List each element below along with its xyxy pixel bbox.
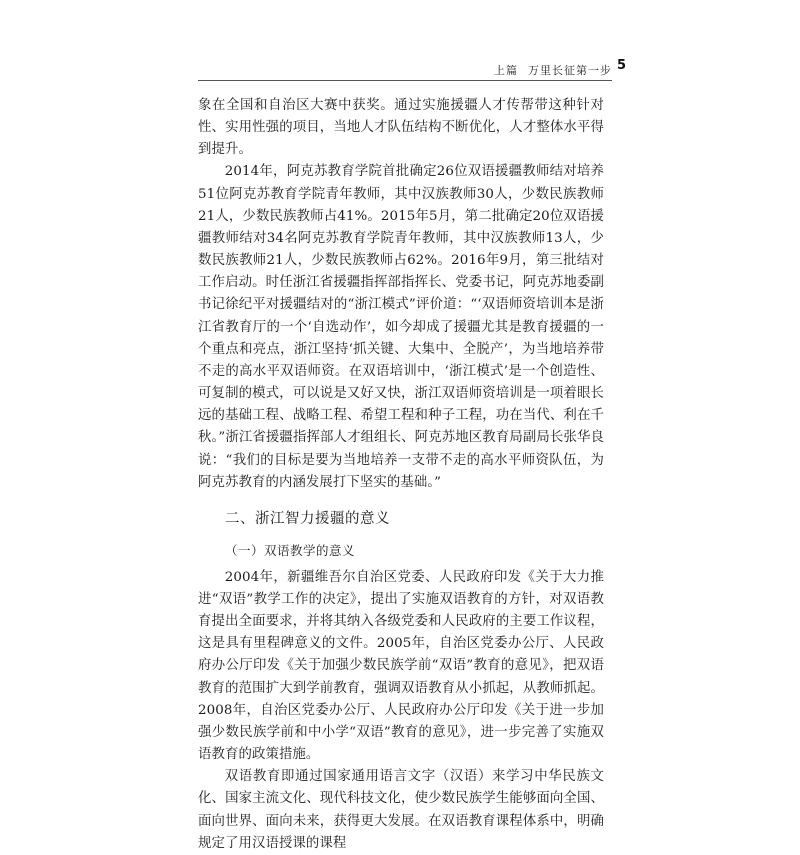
paragraph-2014-pairing: 2014年，阿克苏教育学院首批确定26位双语援疆教师结对培养51位阿克苏教育学院青年教师，其中汉族教师30人，少数民族教师21人，少数民族教师占41%。2015年5月，第二批确定20位双语援疆教师结对34名阿克苏教育学院青年教师，其中汉族教师13人，少数民族教师21人，少数民族教师占62%。2016年9月，第三批结对工作启动。时任浙江省援疆指挥部指挥长、党委书记，阿克苏地委副书记徐纪平对援疆结对的“浙江模式”评价道：“‘双语师资培训本是浙江省教育厅的一个‘自选动作’，如今却成了援疆尤其是教育援疆的一个重点和亮点，浙江坚持‘抓关键、大集中、全脱产’，为当地培养带不走的高水平双语师资。在双语培训中，‘浙江模式’是一个创造性、可复制的模式，可以说是又好又快，浙江双语师资培训是一项着眼长远的基础工程、战略工程、希望工程和种子工程，功在当代、利在千秋。”浙江省援疆指挥部人才组组长、阿克苏地区教育局副局长张华良说：“我们的目标是要为当地培养一支带不走的高水平师资队伍，为阿克苏教育的内涵发展打下坚实的基础。” [198, 164, 604, 490]
paragraph-2004-policy: 2004年，新疆维吾尔自治区党委、人民政府印发《关于大力推进“双语”教学工作的决定》，提出了实施双语教育的方针，对双语教育提出全面要求，并将其纳入各级党委和人民政府的主要工作议程，这是具有里程碑意义的文件。2005年，自治区党委办公厅、人民政府办公厅印发《关于加强少数民族学前“双语”教育的意见》，把双语教育的范围扩大到学前教育，强调双语教育从小抓起，从教师抓起。2008年，自治区党委办公厅、人民政府办公厅印发《关于进一步加强少数民族学前和中小学“双语”教育的意见》，进一步完善了实施双语教育的政策措施。 [198, 569, 604, 763]
paragraph-continuation: 象在全国和自治区大赛中获奖。通过实施援疆人才传帮带这种针对性、实用性强的项目，当地人才队伍结构不断优化，人才整体水平得到提升。 [198, 98, 604, 158]
paragraph-bilingual-definition: 双语教育即通过国家通用语言文字（汉语）来学习中华民族文化、国家主流文化、现代科技文化，使少数民族学生能够面向全国、面向世界、面向未来，获得更大发展。在双语教育课程体系中，明确规定了用汉语授课的课程 [198, 769, 604, 851]
header-rule [198, 80, 612, 81]
section-heading: 二、浙江智力援疆的意义 [225, 510, 390, 527]
subsection-heading: （一）双语教学的意义 [225, 542, 356, 558]
running-header-chapter-title: 万里长征第一步 [528, 64, 612, 77]
running-header [494, 62, 612, 78]
body-text [198, 95, 604, 855]
page-number: 5 [616, 58, 626, 73]
running-header-part: 上篇 [494, 64, 518, 77]
